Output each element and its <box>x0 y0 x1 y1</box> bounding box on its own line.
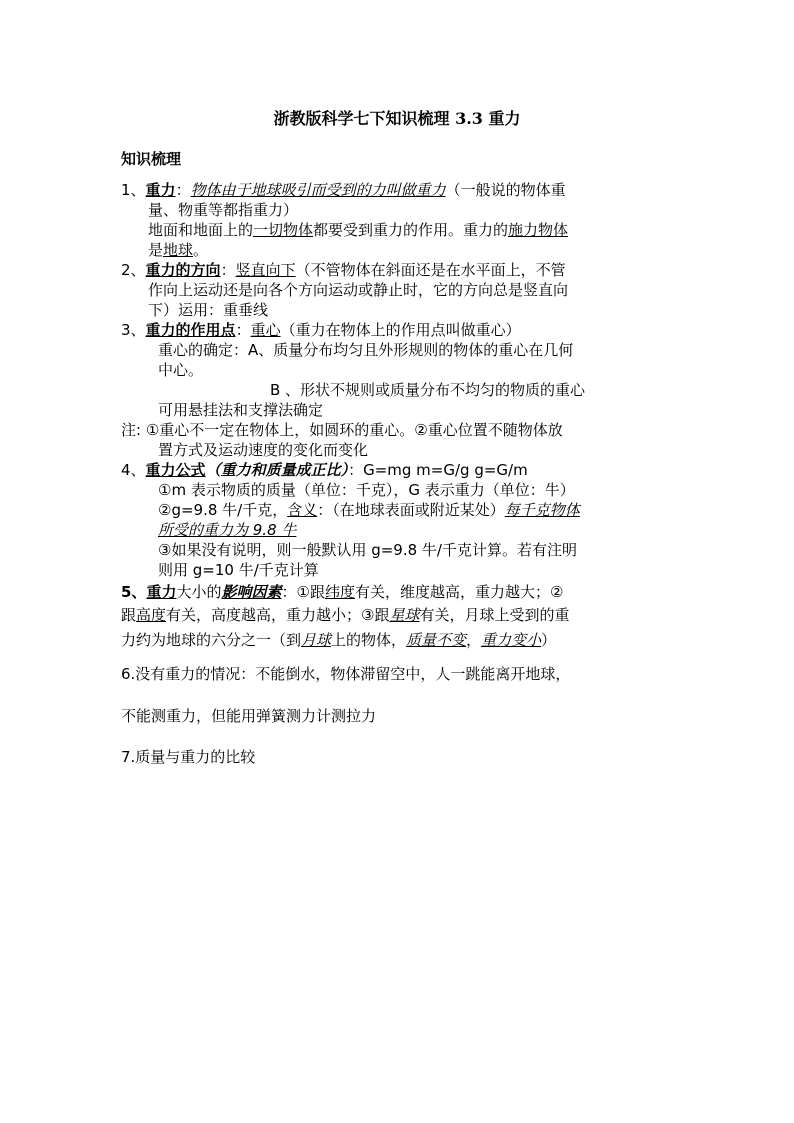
s1-p3a: 是 <box>148 241 164 259</box>
s3-line5: 可用悬挂法和支撑法确定 <box>158 401 324 419</box>
s5-r2b: 高度 <box>136 606 167 624</box>
s1-p2b: 一切物体 <box>253 221 314 239</box>
s2-num: 2、 <box>121 261 146 279</box>
s5-term: 重力 <box>146 583 177 601</box>
s5-line3 <box>121 630 556 650</box>
s1-p2d: 施力物体 <box>508 221 569 239</box>
s3-cg: 重心 <box>250 321 281 339</box>
s3-term: 重力的作用点 <box>145 321 236 339</box>
s2-dir: 竖直向下 <box>235 261 296 279</box>
s5-r2a: 跟 <box>121 606 137 624</box>
s5-r1a: ①跟 <box>296 583 325 601</box>
s2-term: 重力的方向 <box>145 261 221 279</box>
s5-num: 5、 <box>121 583 147 601</box>
section-heading: 知识梳理 <box>121 150 182 168</box>
s5-r3c: 上的物体， <box>331 631 407 649</box>
s1-def: 物体由于地球吸引而受到的力叫做重力 <box>190 181 446 199</box>
s3-line3: 中心。 <box>158 361 204 379</box>
s4-num: 4、 <box>121 461 146 479</box>
s4-c2a: ②g=9.8 牛/千克， <box>158 501 288 519</box>
s5-r2c: 有关，高度越高，重力越小；③跟 <box>166 606 390 624</box>
s3-line1 <box>121 320 521 340</box>
s5-r3d: 质量不变 <box>406 631 467 649</box>
s2-rest1: （不管物体在斜面还是在水平面上，不管 <box>295 261 566 279</box>
s4-line4: 所受的重力为 9.8 牛 <box>158 521 297 539</box>
note-line1: 注: ①重心不一定在物体上，如圆环的重心。②重心位置不随物体放 <box>121 421 563 439</box>
s4-line6: 则用 g=10 牛/千克计算 <box>158 561 319 579</box>
s2-line3: 下）运用：重垂线 <box>148 301 269 319</box>
s1-num: 1、 <box>121 181 146 199</box>
s4-paren: （重力和质量成正比） <box>205 461 349 479</box>
s1-line4 <box>148 240 208 260</box>
s3-line2: 重心的确定：A、质量分布均匀且外形规则的物体的重心在几何 <box>158 341 574 359</box>
s1-line2: 量、物重等都指重力） <box>148 201 299 219</box>
s5-r3g: ） <box>541 631 557 649</box>
s4-line1 <box>121 460 528 480</box>
s6-line2: 不能测重力，但能用弹簧测力计测拉力 <box>121 707 377 725</box>
note-line2: 置方式及运动速度的变化而变化 <box>158 441 369 459</box>
s1-p3c: 。 <box>193 241 209 259</box>
s4-line3 <box>158 500 580 520</box>
s3-line4: B 、形状不规则或质量分布不均匀的物质的重心 <box>270 381 586 399</box>
s1-p3b: 地球 <box>163 241 194 259</box>
s5-line2 <box>121 605 570 625</box>
s4-term: 重力公式 <box>145 461 206 479</box>
s5-factor: 影响因素 <box>221 583 282 601</box>
s1-term: 重力 <box>145 181 176 199</box>
s1-note1: （一般说的物体重 <box>445 181 566 199</box>
s5-r1c: 有关，维度越高，重力越大；② <box>354 583 564 601</box>
s5-r2e: 有关，月球上受到的重 <box>419 606 570 624</box>
s5-r3f: 重力变小 <box>481 631 542 649</box>
s4-c2c: ：（在地球表面或附近某处） <box>317 501 505 519</box>
s7-line1: 7.质量与重力的比较 <box>121 748 256 766</box>
s1-p2a: 地面和地面上的 <box>148 221 254 239</box>
s5-r3a: 力约为地球的六分之一（到 <box>121 631 302 649</box>
s4-formula: ：G=mg m=G/g g=G/m <box>348 461 528 479</box>
s4-line5: ③如果没有说明，则一般默认用 g=9.8 牛/千克计算。若有注明 <box>158 541 577 559</box>
s2-line2: 作向上运动还是向各个方向运动或静止时，它的方向总是竖直向 <box>148 281 569 299</box>
s1-colon: ： <box>175 181 191 199</box>
s4-c2d: 每千克物体 <box>504 501 580 519</box>
s1-line1 <box>121 180 566 200</box>
s2-colon: ： <box>220 261 236 279</box>
s4-line2: ①m 表示物质的质量（单位：千克），G 表示重力（单位：牛） <box>158 481 575 499</box>
s3-num: 3、 <box>121 321 146 339</box>
s4-c2b: 含义 <box>287 501 318 519</box>
s3-colon: ： <box>235 321 251 339</box>
s1-p2c: 都要受到重力的作用。重力的 <box>313 221 509 239</box>
s6-line1: 6.没有重力的情况：不能倒水，物体滞留空中，人一跳能离开地球， <box>121 665 571 683</box>
s5-r3b: 月球 <box>301 631 332 649</box>
s2-line1 <box>121 260 566 280</box>
s5-t2: 大小的 <box>176 583 222 601</box>
s5-r2d: 星球 <box>389 606 420 624</box>
s5-r1b: 纬度 <box>324 583 355 601</box>
document-title: 浙教版科学七下知识梳理 3.3 重力 <box>273 109 521 128</box>
s1-line3 <box>148 220 568 240</box>
s5-r3e: ， <box>466 631 482 649</box>
s5-line1 <box>121 582 563 602</box>
s3-rest: （重力在物体上的作用点叫做重心） <box>280 321 521 339</box>
s5-colon: ： <box>281 583 297 601</box>
